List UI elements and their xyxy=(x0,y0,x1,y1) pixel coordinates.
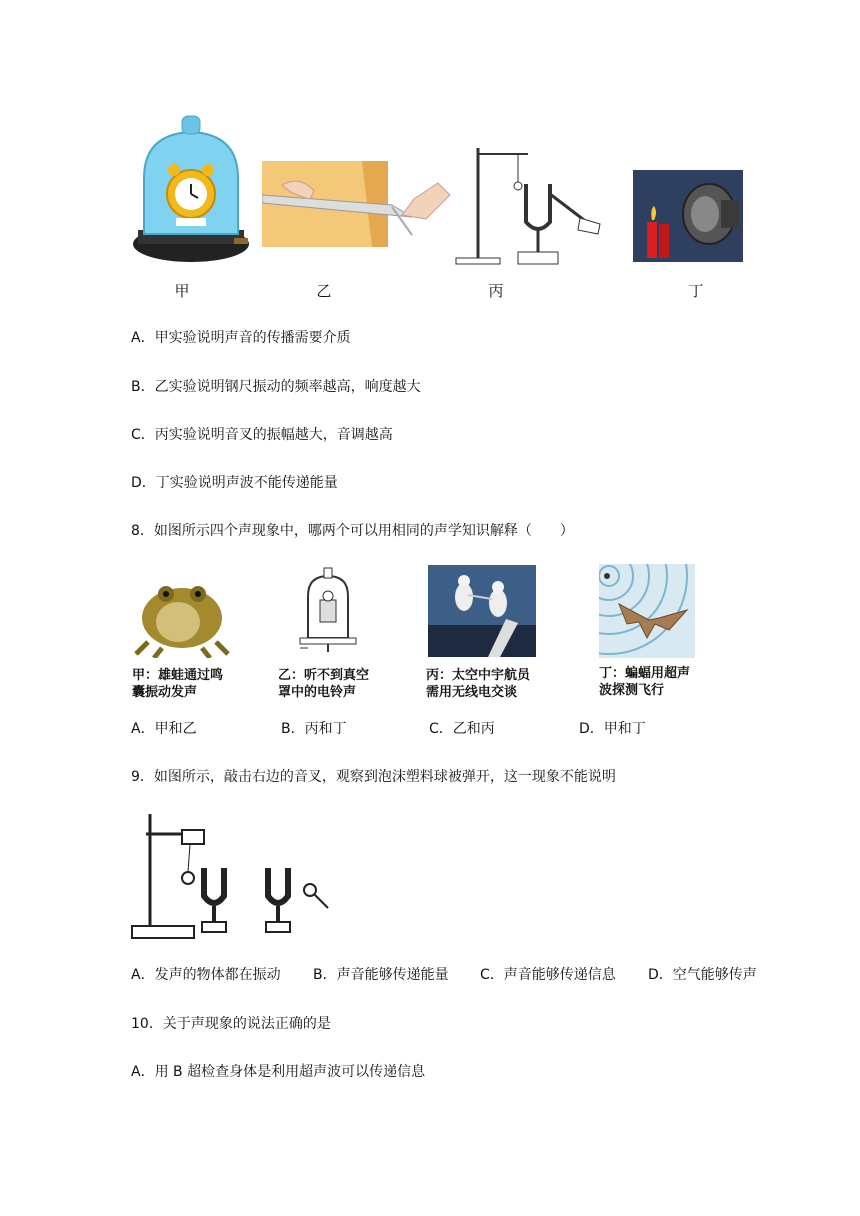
q9-option-c: C．声音能够传递信息 xyxy=(480,967,616,983)
q8-caption-ding: 丁：蝙蝠用超声 波探测飞行 xyxy=(599,666,691,698)
figure-yi-ruler xyxy=(262,155,454,255)
q9-stem: 9．如图所示，敲击右边的音叉，观察到泡沫塑料球被弹开，这一现象不能说明 xyxy=(131,769,616,785)
q9-option-a: A．发声的物体都在振动 xyxy=(131,967,281,983)
figure-jia-bell-jar xyxy=(130,112,252,272)
q10-stem: 10．关于声现象的说法正确的是 xyxy=(131,1016,331,1032)
q8-caption-bing: 丙：太空中宇航员 需用无线电交谈 xyxy=(426,668,531,700)
q8-options xyxy=(131,719,831,739)
figure-bing-tuning-fork xyxy=(452,144,612,269)
figure-label-jia: 甲 xyxy=(174,282,190,300)
figure-label-yi: 乙 xyxy=(316,282,332,300)
figure-label-bing: 丙 xyxy=(488,282,504,300)
q9-option-b: B．声音能够传递能量 xyxy=(313,967,449,983)
q8-caption-jia: 甲：雄蛙通过鸣 囊振动发声 xyxy=(132,668,224,700)
q9-options xyxy=(131,965,831,985)
q8-option-d: D．甲和丁 xyxy=(579,721,646,737)
q8-caption-yi: 乙：听不到真空 罩中的电铃声 xyxy=(278,668,370,700)
q9-figure-tuning-forks xyxy=(130,810,330,942)
q8-figure-bell-jar xyxy=(298,566,358,654)
q8-option-b: B．丙和丁 xyxy=(281,721,347,737)
q8-option-c: C．乙和丙 xyxy=(429,721,495,737)
q10-option-a: A．用 B 超检查身体是利用超声波可以传递信息 xyxy=(131,1064,426,1080)
q8-option-a: A．甲和乙 xyxy=(131,721,197,737)
figure-ding-speaker-candle xyxy=(633,170,743,262)
q7-option-c: C．丙实验说明音叉的振幅越大，音调越高 xyxy=(131,427,393,443)
figure-label-ding: 丁 xyxy=(688,282,704,300)
q8-figure-bat xyxy=(599,564,695,658)
q9-option-d: D．空气能够传声 xyxy=(648,967,757,983)
q7-option-b: B．乙实验说明钢尺振动的频率越高，响度越大 xyxy=(131,379,421,395)
q7-option-a: A．甲实验说明声音的传播需要介质 xyxy=(131,330,351,346)
q7-option-d: D．丁实验说明声波不能传递能量 xyxy=(131,475,338,491)
q8-figure-frog xyxy=(132,572,232,658)
q8-stem: 8．如图所示四个声现象中，哪两个可以用相同的声学知识解释（ ） xyxy=(131,523,574,539)
q8-figure-astronauts xyxy=(428,565,536,657)
